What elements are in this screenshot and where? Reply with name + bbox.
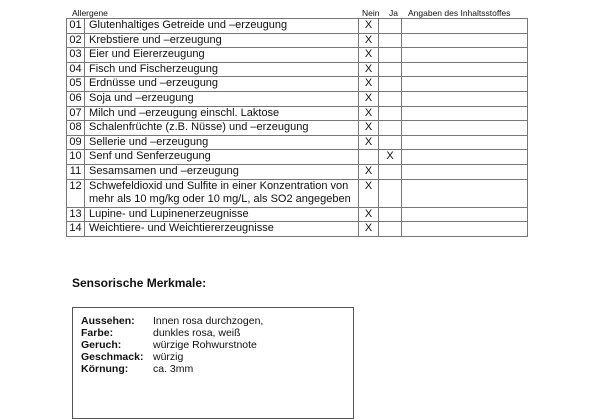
- angaben-cell: [402, 106, 528, 121]
- ja-cell: [379, 164, 402, 179]
- sensory-item: [81, 315, 263, 327]
- header-angaben: Angaben des Inhaltsstoffes: [408, 8, 511, 18]
- row-number: 04: [67, 62, 85, 77]
- allergen-name: Sesamsamen und –erzeugung: [85, 164, 359, 179]
- allergen-name: Soja und –erzeugung: [85, 91, 359, 106]
- row-number: 07: [67, 106, 85, 121]
- nein-cell: X: [359, 222, 379, 237]
- row-number: 01: [67, 19, 85, 34]
- table-row: [67, 121, 528, 136]
- row-number: 11: [67, 164, 85, 179]
- table-row: [67, 62, 528, 77]
- allergen-name: Sellerie und –erzeugung: [85, 135, 359, 150]
- ja-cell: [379, 222, 402, 237]
- sensory-value: Innen rosa durchzogen,: [153, 315, 264, 327]
- header-allergene: Allergene: [72, 8, 108, 18]
- table-row: [67, 207, 528, 222]
- nein-cell: [359, 150, 379, 165]
- sensory-label: Aussehen:: [81, 315, 135, 327]
- row-number: 02: [67, 33, 85, 48]
- angaben-cell: [402, 164, 528, 179]
- angaben-cell: [402, 222, 528, 237]
- ja-cell: [379, 77, 402, 92]
- ja-cell: [379, 207, 402, 222]
- row-number: 06: [67, 91, 85, 106]
- sensory-heading: Sensorische Merkmale:: [72, 276, 207, 290]
- row-number: 08: [67, 121, 85, 136]
- nein-cell: X: [359, 19, 379, 34]
- angaben-cell: [402, 19, 528, 34]
- header-nein: Nein: [362, 8, 380, 18]
- allergen-table: [66, 18, 528, 237]
- angaben-cell: [402, 48, 528, 63]
- nein-cell: X: [359, 164, 379, 179]
- table-row: [67, 48, 528, 63]
- angaben-cell: [402, 135, 528, 150]
- sensory-label: Farbe:: [81, 327, 114, 339]
- sensory-value: würzig: [153, 351, 184, 363]
- table-row: [67, 33, 528, 48]
- nein-cell: X: [359, 77, 379, 92]
- ja-cell: [379, 33, 402, 48]
- angaben-cell: [402, 91, 528, 106]
- table-row: [67, 164, 528, 179]
- row-number: 10: [67, 150, 85, 165]
- ja-cell: [379, 62, 402, 77]
- angaben-cell: [402, 121, 528, 136]
- nein-cell: X: [359, 179, 379, 207]
- table-row: [67, 150, 528, 165]
- nein-cell: X: [359, 121, 379, 136]
- ja-cell: [379, 106, 402, 121]
- table-row: [67, 179, 528, 207]
- nein-cell: X: [359, 48, 379, 63]
- row-number: 05: [67, 77, 85, 92]
- sensory-label: Geruch:: [81, 339, 122, 351]
- nein-cell: X: [359, 106, 379, 121]
- nein-cell: X: [359, 135, 379, 150]
- sensory-item: [81, 351, 183, 363]
- header-ja: Ja: [389, 8, 398, 18]
- ja-cell: [379, 135, 402, 150]
- angaben-cell: [402, 33, 528, 48]
- row-number: 12: [67, 179, 85, 207]
- nein-cell: X: [359, 207, 379, 222]
- ja-cell: [379, 91, 402, 106]
- allergen-name: Eier und Eiererzeugung: [85, 48, 359, 63]
- angaben-cell: [402, 179, 528, 207]
- row-number: 03: [67, 48, 85, 63]
- ja-cell: [379, 179, 402, 207]
- allergen-name: Glutenhaltiges Getreide und –erzeugung: [85, 19, 359, 34]
- sensory-label: Körnung:: [81, 363, 129, 375]
- table-row: [67, 91, 528, 106]
- ja-cell: [379, 48, 402, 63]
- table-row: [67, 222, 528, 237]
- sensory-label: Geschmack:: [81, 351, 144, 363]
- nein-cell: X: [359, 91, 379, 106]
- table-row: [67, 19, 528, 34]
- ja-cell: X: [379, 150, 402, 165]
- allergen-name: Lupine- und Lupinenerzeugnisse: [85, 207, 359, 222]
- angaben-cell: [402, 207, 528, 222]
- sensory-value: würzige Rohwurstnote: [153, 339, 257, 351]
- nein-cell: X: [359, 33, 379, 48]
- allergen-name: Erdnüsse und –erzeugung: [85, 77, 359, 92]
- angaben-cell: [402, 62, 528, 77]
- ja-cell: [379, 121, 402, 136]
- allergen-name: Senf und Senferzeugung: [85, 150, 359, 165]
- allergen-name: Krebstiere und –erzeugung: [85, 33, 359, 48]
- allergen-name: Milch und –erzeugung einschl. Laktose: [85, 106, 359, 121]
- sensory-value: ca. 3mm: [153, 363, 194, 375]
- row-number: 14: [67, 222, 85, 237]
- table-row: [67, 77, 528, 92]
- ja-cell: [379, 19, 402, 34]
- row-number: 09: [67, 135, 85, 150]
- angaben-cell: [402, 77, 528, 92]
- row-number: 13: [67, 207, 85, 222]
- sensory-value: dunkles rosa, weiß: [153, 327, 241, 339]
- sensory-box: [72, 307, 354, 419]
- table-row: [67, 135, 528, 150]
- allergen-name: Schwefeldioxid und Sulfite in einer Konzentration von mehr als 10 mg/kg oder 10 mg/L, als SO2 angegeben: [85, 179, 359, 207]
- allergen-name: Weichtiere- und Weichtiererzeugnisse: [85, 222, 359, 237]
- sensory-item: [81, 339, 257, 351]
- sensory-item: [81, 327, 241, 339]
- sensory-item: [81, 363, 193, 375]
- table-row: [67, 106, 528, 121]
- allergen-name: Schalenfrüchte (z.B. Nüsse) und –erzeugung: [85, 121, 359, 136]
- nein-cell: X: [359, 62, 379, 77]
- allergen-name: Fisch und Fischerzeugung: [85, 62, 359, 77]
- angaben-cell: [402, 150, 528, 165]
